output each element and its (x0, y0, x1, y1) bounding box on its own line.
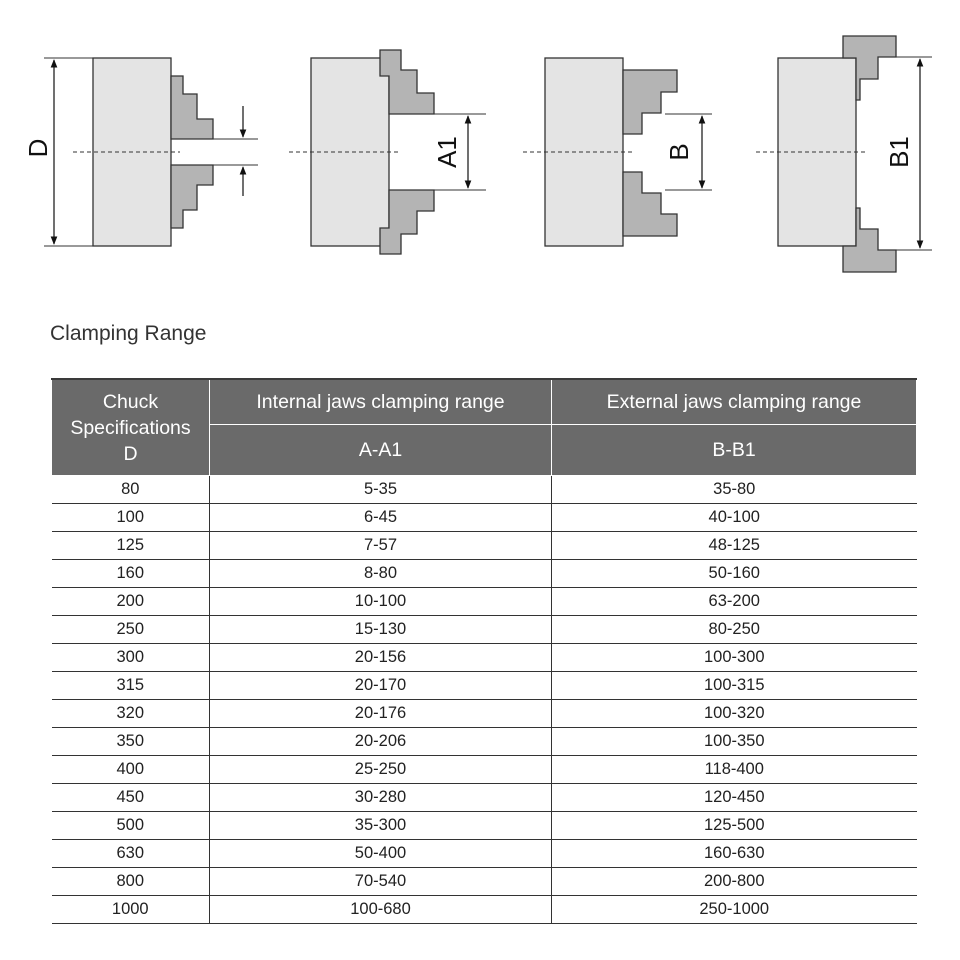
cell-chuck-size: 100 (52, 504, 210, 532)
table-body (52, 476, 917, 924)
table-row (52, 868, 917, 896)
header-spec-line1: Chuck (102, 390, 159, 413)
header-spec-line2: Specifications (70, 416, 191, 439)
cell-external-range: 63-200 (552, 588, 917, 616)
cell-chuck-size: 400 (52, 756, 210, 784)
cell-internal-range: 20-206 (210, 728, 552, 756)
cell-chuck-size: 80 (52, 476, 210, 504)
table-row (52, 896, 917, 924)
table-row (52, 700, 917, 728)
header-spec-line3: D (123, 442, 138, 465)
cell-internal-range: 35-300 (210, 812, 552, 840)
table-row (52, 532, 917, 560)
diameter-label: D (23, 138, 53, 158)
cell-external-range: 100-300 (552, 644, 917, 672)
clamping-range-table (51, 378, 917, 924)
diagram-external-jaws-max (756, 36, 932, 272)
a1-label: A1 (432, 136, 462, 168)
cell-internal-range: 20-170 (210, 672, 552, 700)
cell-external-range: 100-320 (552, 700, 917, 728)
header-internal: Internal jaws clamping range (210, 379, 552, 425)
cell-chuck-size: 250 (52, 616, 210, 644)
cell-chuck-size: 350 (52, 728, 210, 756)
cell-chuck-size: 800 (52, 868, 210, 896)
table-row (52, 588, 917, 616)
diagram-chuck-diameter (23, 58, 258, 246)
cell-internal-range: 15-130 (210, 616, 552, 644)
diagram-external-jaws-min (523, 58, 712, 246)
diagram-internal-jaws (289, 50, 486, 254)
cell-external-range: 50-160 (552, 560, 917, 588)
header-external: External jaws clamping range (552, 379, 917, 425)
cell-internal-range: 5-35 (210, 476, 552, 504)
cell-chuck-size: 160 (52, 560, 210, 588)
header-external-sub: B-B1 (552, 425, 917, 476)
cell-external-range: 125-500 (552, 812, 917, 840)
section-title: Clamping Range (50, 322, 207, 345)
cell-external-range: 48-125 (552, 532, 917, 560)
table-row (52, 784, 917, 812)
header-chuck-spec (52, 379, 210, 476)
table-row (52, 616, 917, 644)
cell-internal-range: 8-80 (210, 560, 552, 588)
cell-external-range: 118-400 (552, 756, 917, 784)
table-row (52, 756, 917, 784)
cell-external-range: 40-100 (552, 504, 917, 532)
cell-external-range: 100-315 (552, 672, 917, 700)
table-row (52, 672, 917, 700)
chuck-diagrams (0, 0, 960, 290)
table-row (52, 728, 917, 756)
cell-internal-range: 50-400 (210, 840, 552, 868)
cell-internal-range: 20-176 (210, 700, 552, 728)
b-label: B (664, 143, 694, 161)
table-row (52, 476, 917, 504)
cell-external-range: 250-1000 (552, 896, 917, 924)
cell-chuck-size: 500 (52, 812, 210, 840)
table-row (52, 644, 917, 672)
cell-external-range: 35-80 (552, 476, 917, 504)
cell-external-range: 120-450 (552, 784, 917, 812)
cell-external-range: 160-630 (552, 840, 917, 868)
cell-chuck-size: 1000 (52, 896, 210, 924)
cell-external-range: 100-350 (552, 728, 917, 756)
cell-chuck-size: 320 (52, 700, 210, 728)
cell-internal-range: 7-57 (210, 532, 552, 560)
cell-internal-range: 20-156 (210, 644, 552, 672)
cell-internal-range: 100-680 (210, 896, 552, 924)
cell-chuck-size: 300 (52, 644, 210, 672)
cell-external-range: 200-800 (552, 868, 917, 896)
cell-chuck-size: 125 (52, 532, 210, 560)
header-internal-sub: A-A1 (210, 425, 552, 476)
cell-internal-range: 10-100 (210, 588, 552, 616)
cell-chuck-size: 450 (52, 784, 210, 812)
cell-internal-range: 70-540 (210, 868, 552, 896)
table-row (52, 812, 917, 840)
table-row (52, 560, 917, 588)
cell-internal-range: 25-250 (210, 756, 552, 784)
cell-internal-range: 30-280 (210, 784, 552, 812)
cell-internal-range: 6-45 (210, 504, 552, 532)
table-row (52, 504, 917, 532)
cell-chuck-size: 315 (52, 672, 210, 700)
cell-chuck-size: 630 (52, 840, 210, 868)
table-row (52, 840, 917, 868)
b1-label: B1 (884, 136, 914, 168)
cell-external-range: 80-250 (552, 616, 917, 644)
cell-chuck-size: 200 (52, 588, 210, 616)
